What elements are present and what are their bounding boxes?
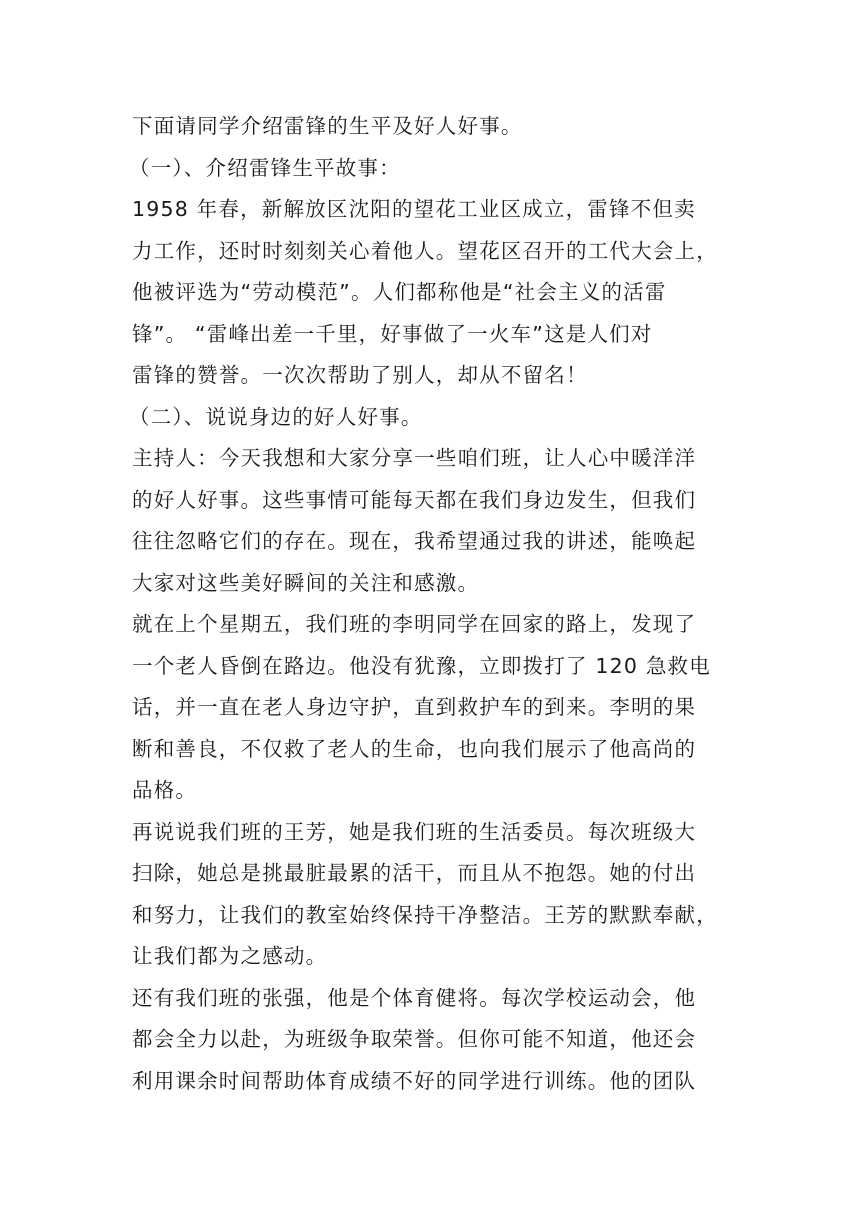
paragraph-line: 他被评选为“劳动模范”。人们都称他是“社会主义的活雷 [132, 280, 667, 304]
paragraph-line: 断和善良，不仅救了老人的生命，也向我们展示了他高尚的 [132, 736, 697, 761]
paragraph-line: 锋”。 “雷峰出差一千里，好事做了一火车”这是人们对 [132, 321, 653, 346]
paragraph-line: 往往忽略它们的存在。现在，我希望通过我的讲述，能唤起 [132, 529, 697, 553]
paragraph-line: 让我们都为之感动。 [132, 944, 328, 968]
section-heading-2: （二）、说说身边的好人好事。 [129, 404, 423, 429]
paragraph-line: 品格。 [132, 778, 198, 802]
paragraph-line: 再说说我们班的王芳，她是我们班的生活委员。每次班级大 [132, 819, 697, 844]
paragraph-line: 一个老人昏倒在路边。他没有犹豫，立即拨打了 120 急救电 [132, 653, 711, 678]
paragraph-line: 利用课余时间帮助体育成绩不好的同学进行训练。他的团队 [132, 1068, 697, 1093]
paragraph-line: 主持人：今天我想和大家分享一些咱们班，让人心中暖洋洋 [132, 446, 697, 470]
paragraph-line: 力工作，还时时刻刻关心着他人。望花区召开的工代大会上， [132, 238, 718, 263]
paragraph-line: 和努力，让我们的教室始终保持干净整洁。王芳的默默奉献， [132, 902, 718, 927]
section-heading-1: （一）、介绍雷锋生平故事： [129, 155, 401, 180]
paragraph-line: 就在上个星期五，我们班的李明同学在回家的路上，发现了 [132, 612, 697, 636]
paragraph-line: 都会全力以赴，为班级争取荣誉。但你可能不知道，他还会 [132, 1027, 697, 1051]
paragraph-line: 雷锋的赞誉。一次次帮助了别人，却从不留名！ [132, 363, 588, 387]
paragraph-line: 的好人好事。这些事情可能每天都在我们身边发生，但我们 [132, 487, 697, 512]
paragraph-line: 1958 年春，新解放区沈阳的望花工业区成立，雷锋不但卖 [132, 197, 696, 221]
paragraph-line: 还有我们班的张强，他是个体育健将。每次学校运动会，他 [132, 985, 697, 1010]
document-body [129, 106, 744, 1102]
paragraph-line: 扫除，她总是挑最脏最累的活干，而且从不抱怨。她的付出 [132, 861, 697, 885]
paragraph-line: 话，并一直在老人身边守护，直到救护车的到来。李明的果 [132, 695, 697, 719]
paragraph-line: 大家对这些美好瞬间的关注和感激。 [132, 570, 480, 595]
intro-line: 下面请同学介绍雷锋的生平及好人好事。 [132, 114, 523, 138]
